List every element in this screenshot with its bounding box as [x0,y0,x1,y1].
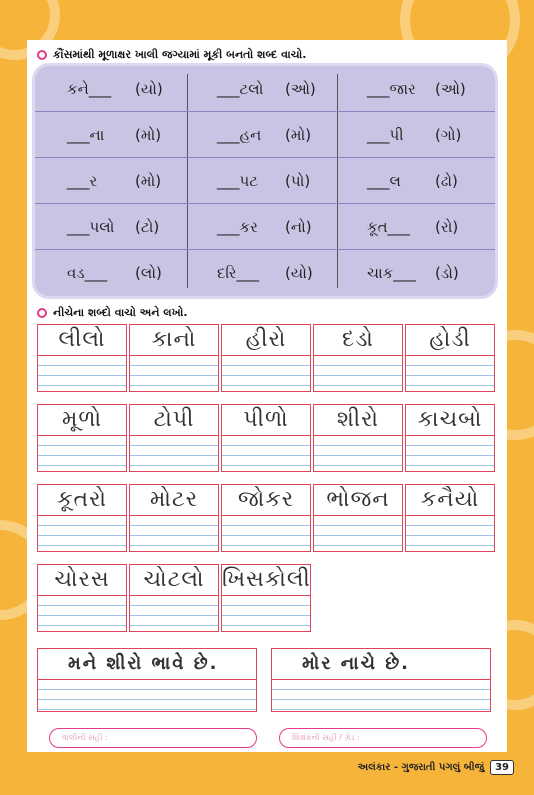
exercise1-instruction-text: કૌંસમાંથી મૂળાક્ષર ખાલી જગ્યામાં મૂકી બનતો શબ્દ વાચો. [53,48,307,61]
writing-box[interactable] [313,484,403,552]
writing-box[interactable] [221,564,311,632]
blank-word: ___હન [217,126,262,144]
fill-blank-cell[interactable] [185,250,335,296]
fill-blank-row [35,204,495,250]
letter-hint: (પો) [285,172,311,190]
letter-hint: (રો) [435,218,459,236]
fill-blank-box [35,66,495,296]
fill-blank-cell[interactable] [335,204,485,250]
book-title: અલંકાર - ગુજરાતી પગલું બીજું [357,762,485,773]
blank-word: ___ટલો [217,80,264,98]
blank-word: ___ર [67,172,98,190]
writing-box[interactable] [129,324,219,392]
letter-hint: (ઓ) [285,80,316,98]
teacher-signature-label: શિક્ષકની સહી / ગ્રેડ : [292,733,360,742]
writing-box[interactable] [221,324,311,392]
letter-hint: (યો) [285,264,313,282]
letter-hint: (મો) [135,126,162,144]
practice-word: ચોટલો [143,567,205,592]
practice-word: કૂતરો [57,487,107,512]
blank-word: ___લ [367,172,401,190]
fill-blank-cell[interactable] [35,112,185,158]
practice-word: મૂળો [61,407,103,432]
writing-box[interactable] [405,484,495,552]
writing-box[interactable] [129,404,219,472]
blank-word: ચાક___ [367,264,416,282]
writing-box[interactable] [37,324,127,392]
fill-blank-cell[interactable] [35,204,185,250]
sentence-writing-box[interactable] [37,648,257,712]
teacher-signature-field[interactable] [279,728,487,748]
blank-word: ___પટ [217,172,258,190]
blank-word: કને___ [67,80,112,98]
blank-word: ___કર [217,218,258,236]
fill-blank-cell[interactable] [335,250,485,296]
fill-blank-cell[interactable] [335,158,485,204]
practice-word: હીરો [245,327,287,352]
letter-hint: (ટો) [135,218,160,236]
writing-box[interactable] [313,404,403,472]
blank-word: ___પલો [67,218,115,236]
fill-blank-cell[interactable] [335,112,485,158]
bullet-icon [37,308,47,318]
parent-signature-label: વાલીની સહી : [62,733,108,742]
practice-word: ટોપી [153,407,195,432]
letter-hint: (ગો) [435,126,462,144]
writing-box[interactable] [405,324,495,392]
letter-hint: (મો) [135,172,162,190]
letter-hint: (લો) [135,264,162,282]
practice-word: ભોજન [326,487,390,512]
writing-box[interactable] [37,484,127,552]
exercise1-instruction [37,48,306,62]
fill-blank-cell[interactable] [35,250,185,296]
writing-box[interactable] [37,564,127,632]
practice-word: પીળો [243,407,289,432]
exercise2-instruction [37,306,188,320]
writing-box[interactable] [37,404,127,472]
fill-blank-cell[interactable] [185,158,335,204]
fill-blank-cell[interactable] [185,204,335,250]
blank-word: ___જાર [367,80,416,98]
exercise2-instruction-text: નીચેના શબ્દો વાચો અને લખો. [53,306,188,319]
writing-box[interactable] [129,484,219,552]
page-number: 39 [490,760,514,775]
practice-word: ખિસકોલી [222,567,311,592]
practice-word: મોટર [149,487,199,512]
practice-word: લીલો [58,327,106,352]
worksheet-page [27,40,507,752]
fill-blank-row [35,112,495,158]
writing-box[interactable] [405,404,495,472]
practice-word: કાનો [151,327,197,352]
blank-word: ___પી [367,126,404,144]
blank-word: કૂત___ [367,218,411,236]
letter-hint: (ડો) [435,264,459,282]
sentence-writing-box[interactable] [271,648,491,712]
fill-blank-row [35,66,495,112]
practice-word: કનૈયો [420,487,480,512]
fill-blank-cell[interactable] [35,158,185,204]
fill-blank-cell[interactable] [185,112,335,158]
practice-word: શીરો [336,407,380,432]
fill-blank-cell[interactable] [335,66,485,112]
fill-blank-row [35,250,495,296]
bullet-icon [37,50,47,60]
letter-hint: (નો) [285,218,312,236]
practice-word: હોડી [429,327,471,352]
practice-word: કાચબો [417,407,483,432]
writing-box[interactable] [221,404,311,472]
practice-word: ચોરસ [54,567,110,592]
fill-blank-row [35,158,495,204]
practice-word: જોકર [237,487,295,512]
blank-word: વડ___ [67,264,108,282]
letter-hint: (યો) [135,80,163,98]
letter-hint: (ઓ) [435,80,466,98]
practice-sentence: મને શીરો ભાવે છે. [68,653,219,674]
letter-hint: (ઢો) [435,172,458,190]
writing-box[interactable] [313,324,403,392]
blank-word: ___ના [67,126,105,144]
fill-blank-cell[interactable] [35,66,185,112]
writing-box[interactable] [221,484,311,552]
writing-box[interactable] [129,564,219,632]
letter-hint: (મો) [285,126,312,144]
page-footer [358,760,514,775]
practice-word: દડો [342,327,374,352]
practice-sentence: મોર નાચે છે. [302,653,411,674]
blank-word: દરિ___ [217,264,260,282]
parent-signature-field[interactable] [49,728,257,748]
fill-blank-cell[interactable] [185,66,335,112]
